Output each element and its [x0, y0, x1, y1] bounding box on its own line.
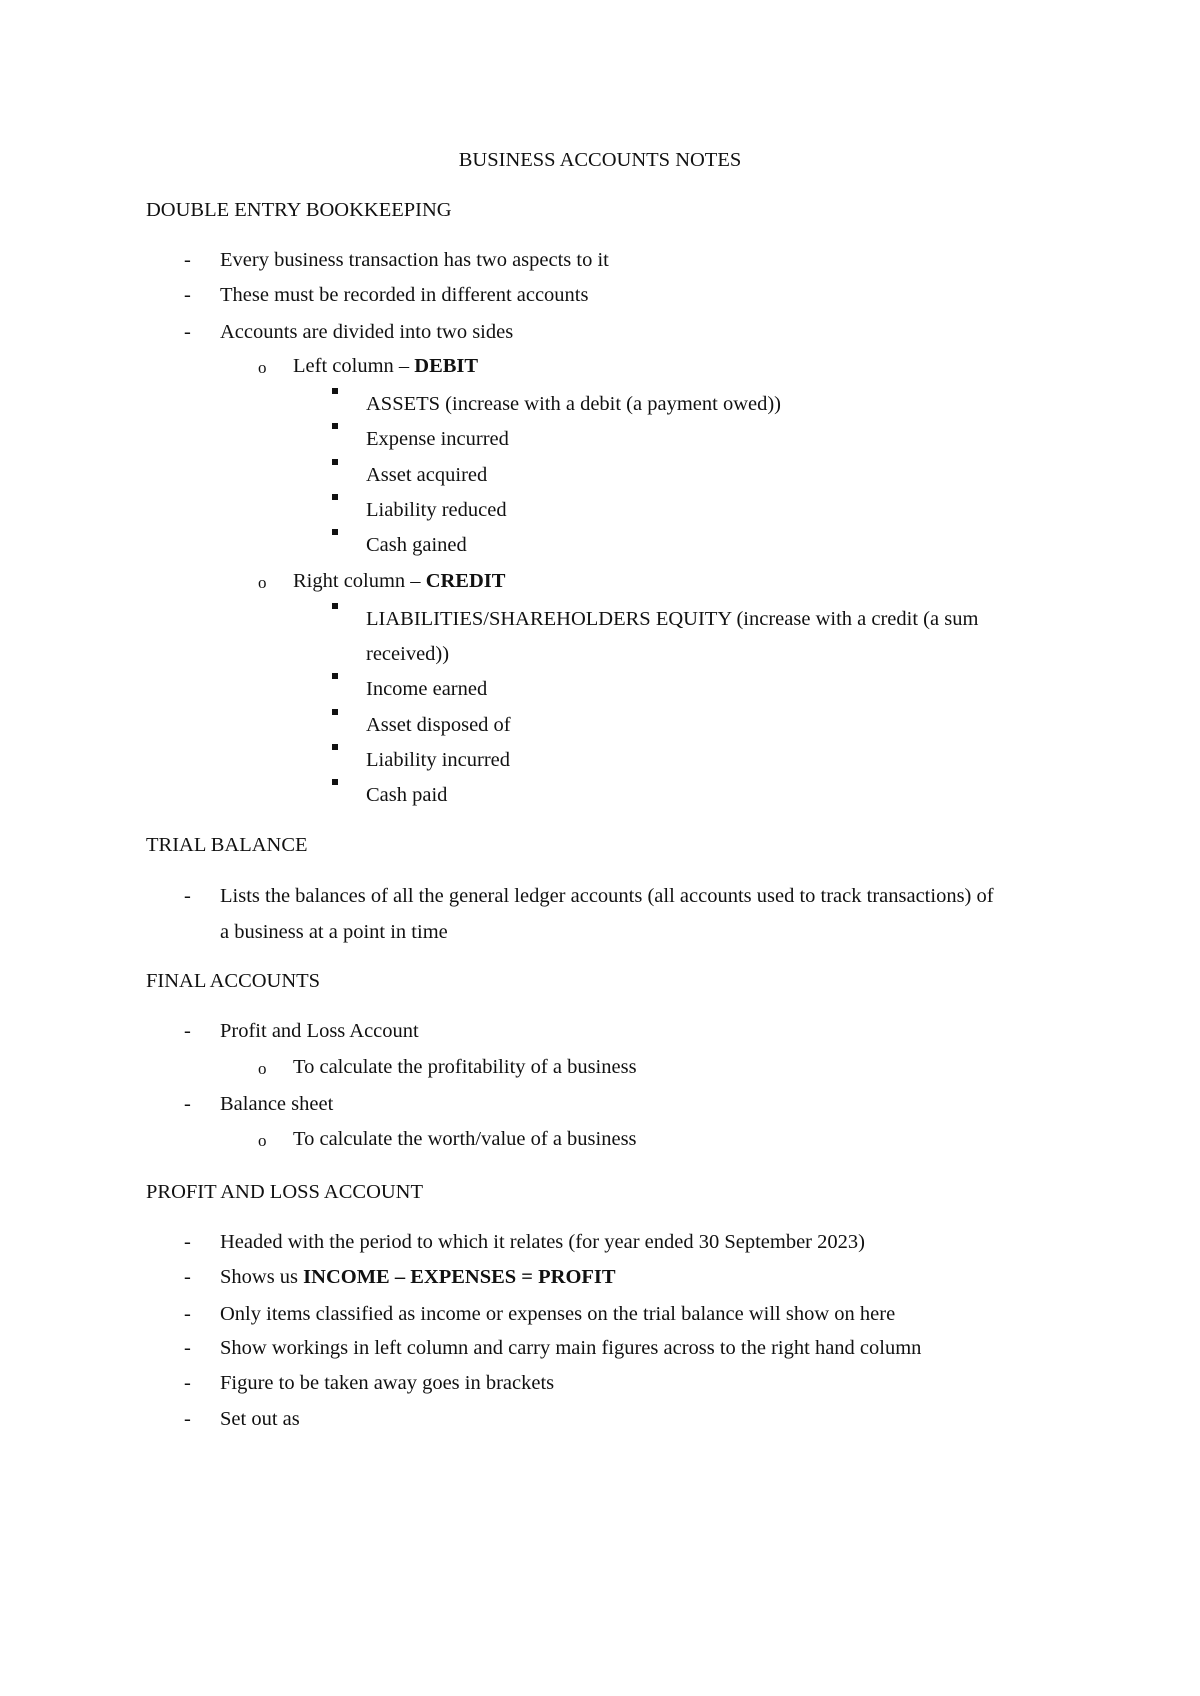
document-title: BUSINESS ACCOUNTS NOTES	[458, 149, 742, 171]
list-item: Liability incurred	[366, 749, 511, 771]
list-item: Only items classified as income or expenses on the trial balance will show on here	[220, 1303, 896, 1325]
square-bullet	[332, 423, 338, 429]
dash-bullet: -	[184, 1020, 191, 1042]
dash-bullet: -	[184, 1372, 191, 1394]
square-bullet	[332, 709, 338, 715]
credit-label: Right column –	[293, 570, 426, 592]
circle-bullet: o	[258, 358, 267, 377]
heading-profit-loss: PROFIT AND LOSS ACCOUNT	[146, 1181, 424, 1203]
circle-bullet: o	[258, 1131, 267, 1150]
list-item: Show workings in left column and carry main figures across to the right hand column	[220, 1337, 922, 1359]
list-item: Cash gained	[366, 534, 467, 556]
dash-bullet: -	[184, 1093, 191, 1115]
list-item: Asset acquired	[366, 464, 488, 486]
dash-bullet: -	[184, 321, 191, 343]
list-item: LIABILITIES/SHAREHOLDERS EQUITY (increase with a credit (a sum	[366, 608, 979, 630]
list-item: Liability reduced	[366, 499, 507, 521]
dash-bullet: -	[184, 284, 191, 306]
debit-label: Left column –	[293, 355, 415, 377]
list-item: ASSETS (increase with a debit (a payment owed))	[366, 393, 782, 415]
formula-prefix: Shows us	[220, 1266, 304, 1288]
list-item: Accounts are divided into two sides	[220, 321, 514, 343]
list-item: Figure to be taken away goes in brackets	[220, 1372, 555, 1394]
dash-bullet: -	[184, 1266, 191, 1288]
square-bullet	[332, 494, 338, 500]
dash-bullet: -	[184, 1303, 191, 1325]
credit-column-item	[293, 567, 505, 595]
heading-final-accounts: FINAL ACCOUNTS	[146, 970, 321, 992]
sub-list-item: To calculate the profitability of a business	[293, 1056, 637, 1078]
debit-column-item	[293, 352, 478, 380]
list-item: Every business transaction has two aspects to it	[220, 249, 609, 271]
profit-formula: INCOME – EXPENSES = PROFIT	[303, 1266, 616, 1288]
list-item: These must be recorded in different accounts	[220, 284, 589, 306]
heading-trial-balance: TRIAL BALANCE	[146, 834, 308, 856]
circle-bullet: o	[258, 1059, 267, 1078]
list-item: Income earned	[366, 678, 488, 700]
dash-bullet: -	[184, 1337, 191, 1359]
debit-keyword: DEBIT	[414, 355, 479, 377]
heading-double-entry: DOUBLE ENTRY BOOKKEEPING	[146, 199, 452, 221]
list-item: Cash paid	[366, 784, 448, 806]
list-item: Expense incurred	[366, 428, 509, 450]
square-bullet	[332, 388, 338, 394]
dash-bullet: -	[184, 1231, 191, 1253]
list-item-continuation: a business at a point in time	[220, 921, 448, 943]
list-item: Balance sheet	[220, 1093, 334, 1115]
list-item: Set out as	[220, 1408, 300, 1430]
square-bullet	[332, 744, 338, 750]
list-item: Profit and Loss Account	[220, 1020, 419, 1042]
square-bullet	[332, 529, 338, 535]
list-item: Lists the balances of all the general ledger accounts (all accounts used to track transactions) of	[220, 885, 994, 907]
sub-list-item: To calculate the worth/value of a business	[293, 1128, 637, 1150]
list-item-continuation: received))	[366, 643, 450, 665]
dash-bullet: -	[184, 249, 191, 271]
dash-bullet: -	[184, 1408, 191, 1430]
square-bullet	[332, 779, 338, 785]
formula-item	[220, 1263, 616, 1291]
list-item: Headed with the period to which it relates (for year ended 30 September 2023)	[220, 1231, 865, 1253]
dash-bullet: -	[184, 885, 191, 907]
square-bullet	[332, 459, 338, 465]
square-bullet	[332, 603, 338, 609]
circle-bullet: o	[258, 573, 267, 592]
credit-keyword: CREDIT	[425, 570, 506, 592]
list-item: Asset disposed of	[366, 714, 511, 736]
square-bullet	[332, 673, 338, 679]
